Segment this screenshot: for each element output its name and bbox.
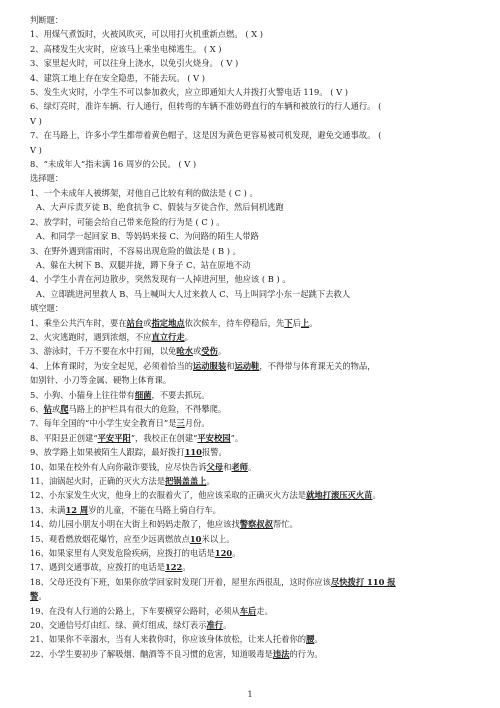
fill-text: 如别针、小刀等金属、硬物上体育课。 <box>30 375 172 386</box>
fill-text: 5、小狗、小猫身上往往带有 <box>30 389 135 400</box>
judge-item: 6、绿灯亮时，准许车辆、行人通行，但转弯的车辆不准妨碍直行的车辆和被放行的行人通行。 ( <box>30 101 382 112</box>
fill-text: 22、小学生要初步了解吸烟、酗酒等不良习惯的危害，知道吸毒是 <box>30 648 273 659</box>
fill-item <box>30 575 486 589</box>
choice-options: A、躲在大树下 B、双腿并拢，蹲下身子 C、站在原地不动 <box>36 259 251 270</box>
fill-text: ”，我校正在创建“ <box>130 432 198 443</box>
fill-answer: 警察叔叔 <box>239 519 273 530</box>
fill-text: 。 <box>314 634 323 645</box>
fill-item <box>30 560 486 574</box>
fill-item <box>30 647 486 661</box>
fill-answer: 指定地点 <box>151 317 185 328</box>
fill-answer: 准行 <box>206 620 224 631</box>
fill-text: 月份。 <box>184 418 210 429</box>
fill-text: 。 <box>372 490 381 501</box>
fill-answer: 细菌 <box>134 389 152 400</box>
fill-text: 或 <box>143 317 152 328</box>
fill-text: 后 <box>292 317 301 328</box>
fill-text: 14、幼儿园小朋友小明在大街上和妈妈走散了，他应该找 <box>30 519 240 530</box>
choice-question: 2、放学时，可能会给自己带来危险的行为是 ( C ) 。 <box>30 216 225 227</box>
judge-item: 7、在马路上，许多小学生都带着黄色帽子，这是因为黄色更容易被司机发现，避免交通事故。 ( <box>30 130 382 141</box>
fill-text: 依次候车，待车停稳后，先 <box>184 317 285 328</box>
fill-answer: 上 <box>300 317 310 328</box>
fill-text: 3、游泳时，千万不要在水中打闹，以免 <box>30 346 177 357</box>
fill-item <box>30 359 486 373</box>
fill-text: 。 <box>182 562 191 573</box>
fill-answer: 三 <box>176 418 185 429</box>
fill-text: 。 <box>184 331 193 342</box>
choice-question: 3、在野外遇到雷雨时，不容易出现危险的做法是 ( B ) 。 <box>30 245 241 256</box>
fill-answer: 老师 <box>231 461 249 472</box>
fill-text: 帮忙。 <box>272 519 298 530</box>
fill-text: 7、每年全国的“中小学生安全教育日”是 <box>30 418 177 429</box>
judge-item: V ) <box>30 115 42 126</box>
fill-text: 12、小东家发生火灾，他身上的衣服着火了，他应该采取的正确灭火方法是 <box>30 490 307 501</box>
fill-answer: 运动鞋 <box>234 360 260 371</box>
fill-item <box>30 488 486 502</box>
fill-text: 和 <box>226 360 235 371</box>
choice-list <box>30 186 486 301</box>
choice-section-title: 选择题： <box>30 173 64 184</box>
fill-text: 。 <box>309 317 318 328</box>
fill-answer: 运动服装 <box>192 360 227 371</box>
fill-answer: 就地打滚压灭火苗 <box>306 490 373 501</box>
fill-answer: 警 <box>30 591 39 602</box>
fill-item <box>30 532 486 546</box>
fill-answer: 下 <box>284 317 293 328</box>
fill-item <box>30 460 486 474</box>
fill-item <box>30 344 486 358</box>
fill-answer: 钻 <box>43 403 52 414</box>
fill-text: 10、如果在校外有人向你敲诈要钱，应尽快告诉 <box>30 461 207 472</box>
fill-answer: 平安平阳 <box>97 432 131 443</box>
fill-answer: 12 周 <box>65 504 89 515</box>
choice-options: A、立即跳进河里救人 B、马上喊叫大人过来救人 C、马上叫同学小东一起跳下去救人 <box>36 288 351 299</box>
fill-text: 11、油锅起火时，正确的灭火方法是 <box>30 476 166 486</box>
fill-text: 2、火灾逃跑时，遇到浓烟，不应 <box>30 331 152 342</box>
fill-text: 马路上的护栏具有很大的危险，不得攀爬。 <box>68 403 227 414</box>
choice-question: 4、小学生小青在河边散步，突然发现有一人掉进河里，他应该 ( B ) 。 <box>30 274 291 285</box>
fill-item <box>30 316 486 330</box>
fill-answer: 站台 <box>126 317 144 328</box>
fill-text: 4、上体育课时，为安全起见，必须着恰当的 <box>30 360 193 371</box>
fill-answer: 受伤 <box>201 346 218 357</box>
fill-item <box>30 388 486 402</box>
fill-item <box>30 604 486 618</box>
fill-text: ，不得带与体育课无关的物品， <box>259 360 376 371</box>
fill-text: 米以上。 <box>201 533 235 544</box>
fill-item <box>30 632 486 646</box>
fill-answer: 平安校园 <box>197 432 231 443</box>
fill-text: 。 <box>223 620 232 631</box>
fill-text: ”。 <box>230 432 244 443</box>
fill-text: 21、如果你不幸溺水，当有人来救你时，你应该身体放松，让来人托着你的 <box>30 634 307 645</box>
fill-item <box>30 589 486 603</box>
judge-item: 4、建筑工地上存在安全隐患，不能去玩。 ( V ) <box>30 72 206 83</box>
fill-answer: 车后 <box>239 605 257 616</box>
fill-text: 18、父母还没有下班，如果你放学回家时发现门开着，屋里东西很乱，这时你应该 <box>30 576 331 587</box>
fill-text: 或 <box>192 346 202 357</box>
choice-question: 1、一个未成年人被绑架，对他自己比较有利的做法是 ( C ) 。 <box>30 187 258 198</box>
fill-answer: 父母 <box>206 461 224 472</box>
fill-item <box>30 503 486 517</box>
fill-text: 17、遇到交通事故，应拨打的电话是 <box>30 562 166 573</box>
fill-text: 的行为。 <box>289 648 323 659</box>
fill-text: 。 <box>217 346 227 357</box>
fill-text: 8、平阳县正创建“ <box>30 432 98 443</box>
fill-answer: 违法 <box>272 648 290 659</box>
choice-options: A、和同学一起回家 B、等妈妈来接 C、为问路的陌生人带路 <box>36 231 259 242</box>
fill-answer: 呛水 <box>176 346 193 357</box>
fill-answer: 尽快拨打 110 报 <box>330 576 396 587</box>
fill-text: ，不要去抓玩。 <box>151 389 210 400</box>
judge-item: 8、“未成年人”指未满 16 周岁的公民。 ( V ) <box>30 159 197 170</box>
fill-answer: 10 <box>189 533 202 544</box>
fill-text: 。 <box>248 461 257 472</box>
fill-answer: 110 <box>184 447 202 458</box>
fill-text: 。 <box>232 548 241 559</box>
fill-answer: 把锅盖盖上 <box>165 476 207 486</box>
fill-item <box>30 402 486 416</box>
fill-answer: 腰 <box>306 634 315 645</box>
fill-item <box>30 445 486 459</box>
fill-section-title: 填空题： <box>30 303 64 314</box>
fill-text: 16、如果家里有人突发危险疾病，应拨打的电话是 <box>30 548 215 559</box>
judge-item: 1、用煤气煮饭时，火被风吹灭，可以用打火机重新点燃。 ( X ) <box>30 29 263 40</box>
fill-answer: 爬 <box>60 403 69 414</box>
fill-text: 岁的儿童，不能在马路上骑自行车。 <box>88 504 221 515</box>
fill-text: 和 <box>223 461 232 472</box>
judge-section-title: 判断题： <box>30 15 64 25</box>
fill-item <box>30 416 486 430</box>
fill-text: 9、放学路上如果被陌生人跟踪，最好拨打 <box>30 447 185 458</box>
fill-item <box>30 474 486 488</box>
fill-text: 1、乘坐公共汽车时，要在 <box>30 317 127 328</box>
choice-options: A、大声斥责歹徒 B、绝食抗争 C、假装与歹徒合作，然后伺机逃跑 <box>36 202 284 213</box>
page-number: 1 <box>247 689 253 699</box>
fill-answer: 120 <box>214 548 233 559</box>
fill-item <box>30 373 486 387</box>
fill-item <box>30 517 486 531</box>
judge-list <box>30 27 486 171</box>
fill-item <box>30 546 486 560</box>
fill-text: 13、未满 <box>30 504 66 515</box>
fill-text: 。 <box>38 591 47 602</box>
fill-text: 或 <box>51 403 61 414</box>
fill-text: 走。 <box>256 605 273 616</box>
fill-answer: 直立行走 <box>151 331 185 342</box>
fill-list <box>30 316 486 662</box>
fill-text: 19、在没有人行道的公路上，下车要横穿公路时，必须从 <box>30 605 240 616</box>
fill-item <box>30 431 486 445</box>
judge-item: 2、高楼发生火灾时，应该马上乘坐电梯逃生。 ( X ) <box>30 43 222 54</box>
fill-answer: 122 <box>165 562 183 573</box>
fill-text: 15、观看燃放烟花爆竹，应至少远离燃放点 <box>30 533 190 544</box>
fill-item <box>30 330 486 344</box>
fill-text: 6、 <box>30 403 44 414</box>
judge-item: 5、发生火灾时，小学生不可以参加救火，应立即通知大人并拨打火警电话 119。 ( V ) <box>30 87 348 98</box>
judge-item: V ) <box>30 144 42 155</box>
fill-text: 。 <box>206 476 215 486</box>
judge-item: 3、家里起火时，可以往身上浇水，以免引火烧身。 ( V ) <box>30 58 239 69</box>
fill-text: 报警。 <box>201 447 227 458</box>
fill-text: 20、交通信号灯由红、绿、黄灯组成，绿灯表示 <box>30 620 207 631</box>
fill-item <box>30 618 486 632</box>
